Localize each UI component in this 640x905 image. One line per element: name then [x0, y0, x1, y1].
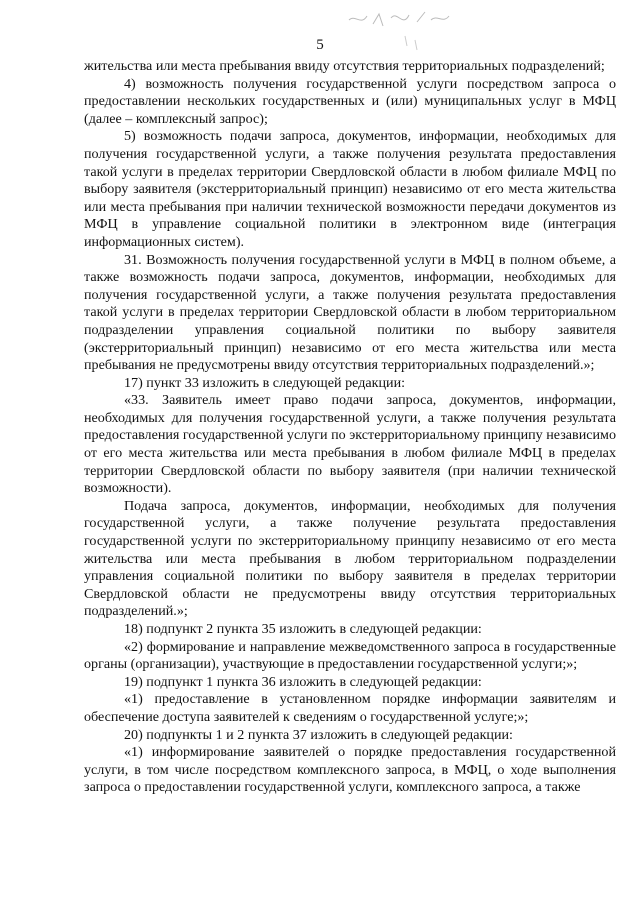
paragraph: 20) подпункты 1 и 2 пункта 37 изложить в следующей редакции:: [124, 726, 513, 743]
paragraph: «1) предоставление в установленном порядке информации заявителям и обеспечение доступа заявителей к сведениям о государственной услуге;»;: [84, 691, 616, 725]
paragraph: «2) формирование и направление межведомственного запроса в государственные органы (организации), участвующие в предоставлении государственной услуги;»;: [84, 638, 616, 673]
page-number: 5: [316, 37, 324, 53]
paragraph: 31. Возможность получения государственной услуги в МФЦ в полном объеме, а также возможность подачи запроса, документов, информации, необходимых для получения государственной услуги, а также получения результата предоставления такой услуги в пределах территории Свердловской области в любом территориальном подразделении управления социальной политики по выбору заявителя (экстерриториальный принцип) независимо от его места жительства или места пребывания не предусмотрены ввиду отсутствия территориальных подразделений.»;: [84, 251, 616, 374]
document-body: [84, 58, 616, 797]
paragraph: Подача запроса, документов, информации, необходимых для получения государственной услуги, а также получение результата предоставления государственной услуги по экстерриториальному принципу независимо от его места жительства или места пребывания в любом территориальном подразделении управления социальной политики по выбору заявителя в пределах территории Свердловской области не предусмотрены ввиду отсутствия территориальных подразделений.»;: [84, 497, 616, 620]
paragraph: «1) информирование заявителей о порядке предоставления государственной услуги, в том числе посредством комплексного запроса, в МФЦ, о ходе выполнения запроса о предоставлении государственной услуги, комплексного запроса, а также: [84, 744, 616, 796]
paragraph: 17) пункт 33 изложить в следующей редакции:: [124, 374, 406, 391]
paragraph: 18) подпункт 2 пункта 35 изложить в следующей редакции:: [124, 621, 482, 637]
paragraph: 4) возможность получения государственной услуги посредством запроса о предоставлении нескольких государственных и (или) муниципальных услуг в МФЦ (далее – комплексный запрос);: [84, 75, 616, 127]
paragraph: 19) подпункт 1 пункта 36 изложить в следующей редакции:: [124, 673, 482, 690]
paragraph: жительства или места пребывания ввиду отсутствия территориальных подразделений;: [84, 58, 605, 74]
paragraph: 5) возможность подачи запроса, документов, информации, необходимых для получения государственной услуги, а также получения результата предоставления такой услуги в пределах территории Свердловской области в любом филиале МФЦ по выбору заявителя (экстерриториальный принцип) независимо от его места жительства или места пребывания при наличии технической возможности передачи документов из МФЦ в управление социальной политики в электронном виде (интеграция информационных систем).: [84, 128, 616, 250]
paragraph: «33. Заявитель имеет право подачи запроса, документов, информации, необходимых для получения государственной услуги, а также получения результата предоставления государственной услуги по экстерриториальному принципу независимо от его места жительства или места пребывания в любом филиале МФЦ в пределах территории Свердловской области по выбору заявителя (при наличии технической возможности).: [84, 392, 616, 497]
